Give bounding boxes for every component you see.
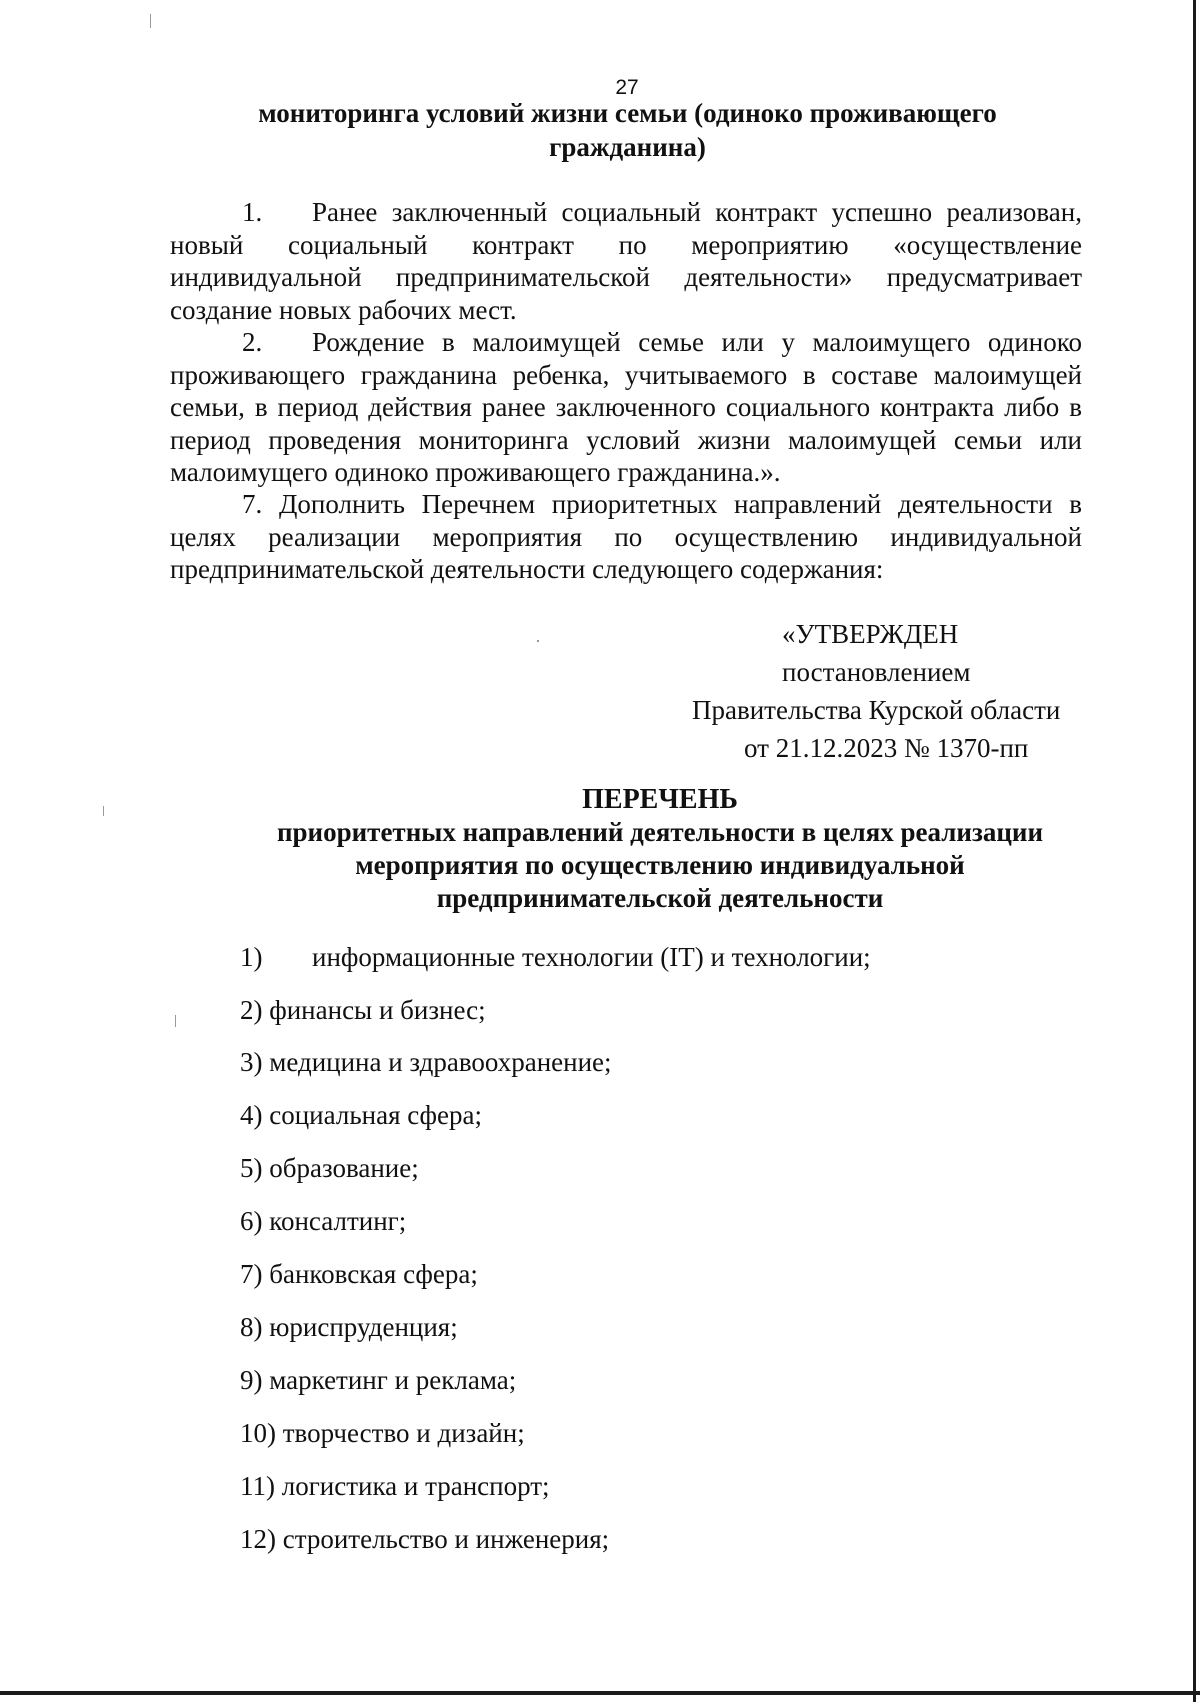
- list-item: 3) медицина и здравоохранение;: [240, 1047, 612, 1077]
- list-title-line: приоритетных направлений деятельности в целях реализации: [276, 817, 1044, 847]
- list-title-line: предпринимательской деятельности: [436, 883, 884, 913]
- scan-speck: [150, 14, 151, 28]
- scan-edge-right: [1193, 0, 1196, 1702]
- list-item-text: информационные технологии (IT) и технологии;: [312, 942, 871, 972]
- list-item: 2) финансы и бизнес;: [240, 995, 486, 1025]
- approval-line: «УТВЕРЖДЕН: [782, 619, 959, 649]
- paragraph-text: 7. Дополнить Перечнем приоритетных направлений деятельности в целях реализации мероприятия по осуществлению индивидуальной предпринимательской деятельности следующего содержания:: [170, 489, 1082, 584]
- scan-speck: [103, 806, 104, 816]
- list-title: [230, 783, 1090, 915]
- paragraph-text: Рождение в малоимущей семье или у малоимущего одиноко проживающего гражданина ребенка, учитываемого в составе малоимущей семьи, в период действия ранее заключенного социального контракта либо в период проведения мониторинга условий жизни малоимущей семьи или малоимущего одиноко проживающего гражданина.».: [170, 327, 1082, 487]
- page-number: 27: [615, 76, 639, 99]
- list-item: 9) маркетинг и реклама;: [240, 1365, 517, 1395]
- list-item: 6) консалтинг;: [240, 1206, 407, 1236]
- approval-stamp: [680, 615, 1100, 767]
- list-item: 7) банковская сфера;: [240, 1259, 478, 1289]
- list-title-line: мероприятия по осуществлению индивидуальной: [355, 850, 965, 880]
- paragraph-number: 1.: [242, 197, 263, 227]
- paragraph-2: [170, 326, 1082, 489]
- list-item: 10) творчество и дизайн;: [240, 1418, 525, 1448]
- list-title-main: ПЕРЕЧЕНЬ: [582, 784, 738, 815]
- scan-speck: [537, 640, 539, 642]
- approval-line: Правительства Курской области: [692, 695, 1061, 725]
- list-item: 11) логистика и транспорт;: [240, 1471, 550, 1501]
- paragraph-number: 2.: [242, 327, 263, 357]
- paragraph-1: [170, 196, 1082, 326]
- paragraph-3: [170, 488, 1082, 586]
- heading-line: гражданина): [549, 132, 706, 162]
- scan-edge-bottom: [0, 1691, 1200, 1695]
- list-item: 12) строительство и инженерия;: [240, 1524, 610, 1554]
- approval-line: от 21.12.2023 № 1370-пп: [744, 733, 1029, 763]
- list-item: 5) образование;: [240, 1153, 419, 1183]
- scan-speck: [175, 1015, 176, 1027]
- list-item: 4) социальная сфера;: [240, 1100, 483, 1130]
- approval-line: постановлением: [782, 657, 971, 687]
- section-heading: [170, 96, 1085, 164]
- list-item-number: 1): [240, 942, 263, 972]
- list-item: 8) юриспруденция;: [240, 1312, 458, 1342]
- list-item: [240, 942, 871, 973]
- heading-line: мониторинга условий жизни семьи (одиноко проживающего: [258, 98, 997, 128]
- paragraph-text: Ранее заключенный социальный контракт успешно реализован, новый социальный контракт по мероприятию «осуществление индивидуальной предпринимательской деятельности» предусматривает создание новых рабочих мест.: [170, 197, 1082, 325]
